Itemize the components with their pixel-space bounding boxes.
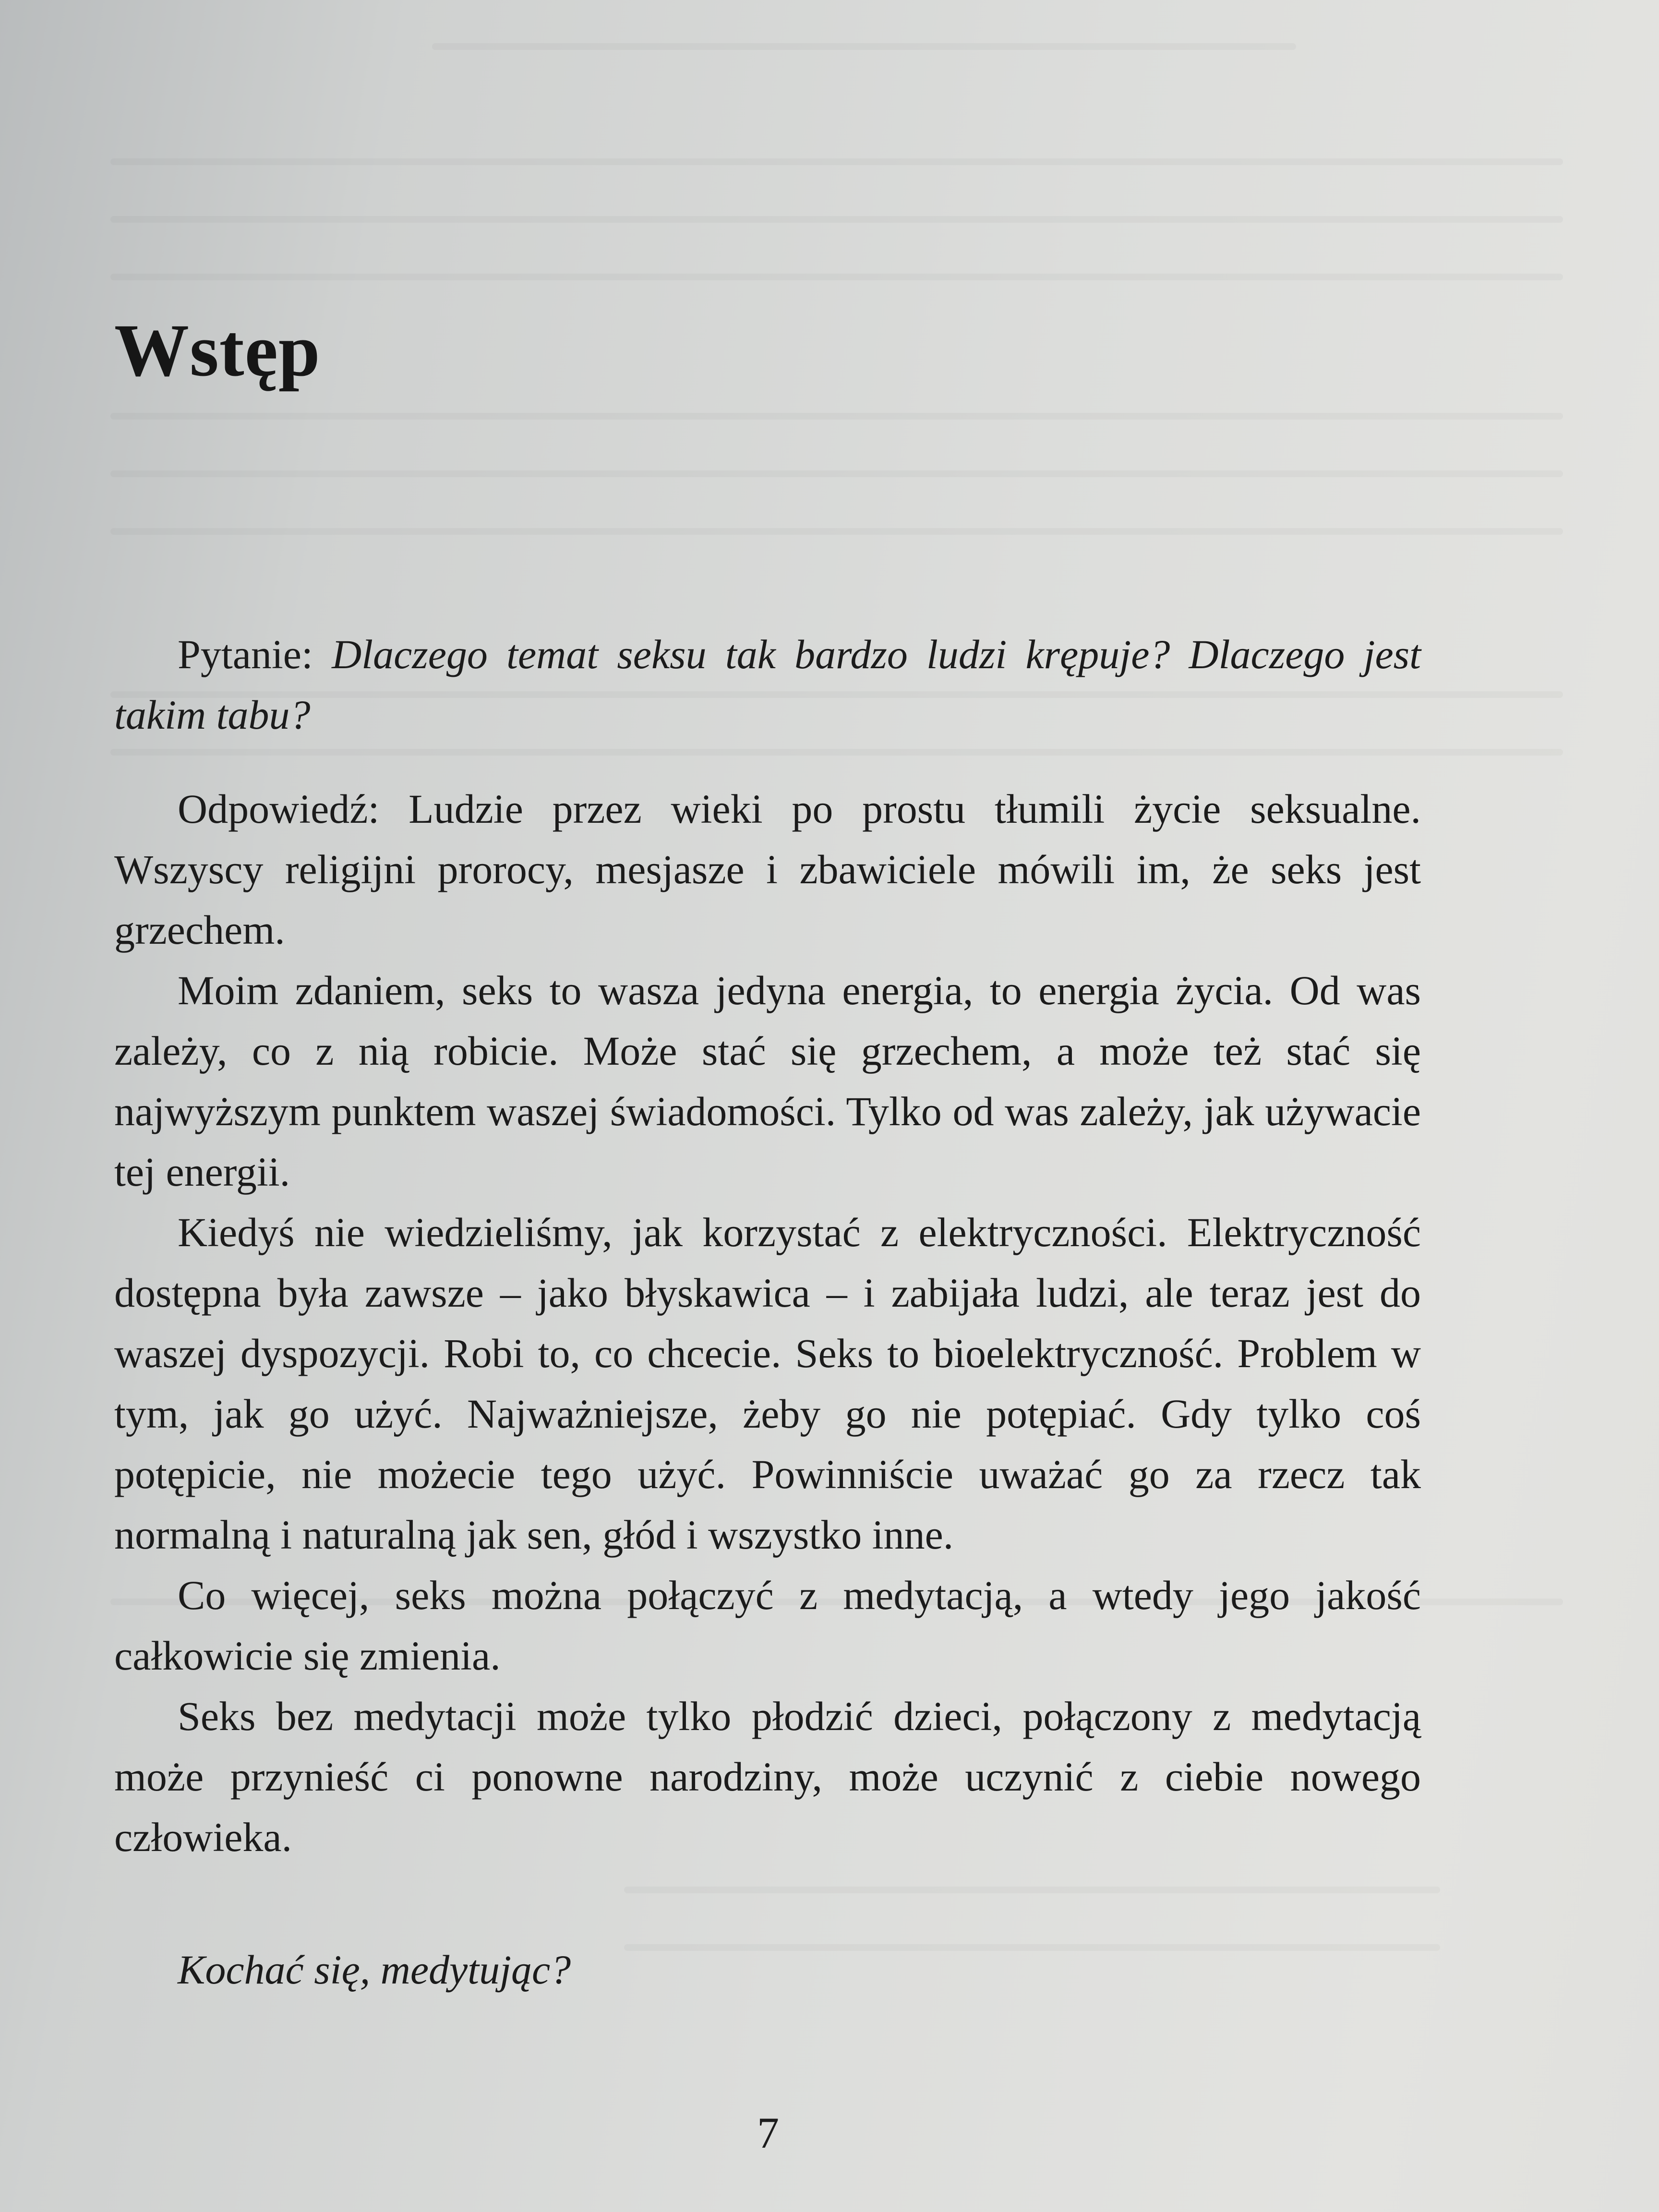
closing-question: Kochać się, medytując? xyxy=(178,1947,571,1993)
show-through-line xyxy=(110,216,1563,223)
show-through-line xyxy=(110,274,1563,280)
answer-paragraph: Odpowiedź: Ludzie przez wieki po prostu tłumili życie seksualne. Wszyscy religijni prorocy, mesjasze i zbawiciele mówili im, że seks jest grzechem. xyxy=(114,786,1421,953)
show-through-line xyxy=(110,470,1563,477)
show-through-line xyxy=(110,528,1563,535)
show-through-line xyxy=(432,43,1296,50)
question-label: Pytanie: xyxy=(178,631,313,677)
body-paragraph: Kiedyś nie wiedzieliśmy, jak korzystać z elektryczności. Elektryczność dostępna była zawsze – jako błyskawica – i zabijała ludzi, ale teraz jest do waszej dyspozycji. Robi to, co chcecie. Seks to bioelektryczność. Problem w tym, jak go użyć. Najważniejsze, żeby go nie potępiać. Gdy tylko coś potępicie, nie możecie tego użyć. Powinniście uważać go za rzecz tak normalną i naturalną jak sen, głód i wszystko inne. xyxy=(114,1209,1421,1558)
question-paragraph xyxy=(114,624,1421,745)
body-paragraph: Co więcej, seks można połączyć z medytacją, a wtedy jego jakość całkowicie się zmienia. xyxy=(114,1572,1421,1679)
show-through-line xyxy=(110,413,1563,420)
body-paragraph: Seks bez medytacji może tylko płodzić dzieci, połączony z medytacją może przynieść ci ponowne narodziny, może uczynić z ciebie nowego człowieka. xyxy=(114,1693,1421,1860)
show-through-line xyxy=(110,158,1563,165)
body-text xyxy=(114,624,1421,2000)
page-title: Wstęp xyxy=(114,309,321,392)
question-text: Dlaczego temat seksu tak bardzo ludzi krępuje? Dlaczego jest takim tabu? xyxy=(114,631,1421,738)
page-number: 7 xyxy=(757,2108,779,2157)
body-paragraph: Moim zdaniem, seks to wasza jedyna energia, to energia życia. Od was zależy, co z nią robicie. Może stać się grzechem, a może też stać się najwyższym punktem waszej świadomości. Tylko od was zależy, jak używacie tej energii. xyxy=(114,967,1421,1195)
